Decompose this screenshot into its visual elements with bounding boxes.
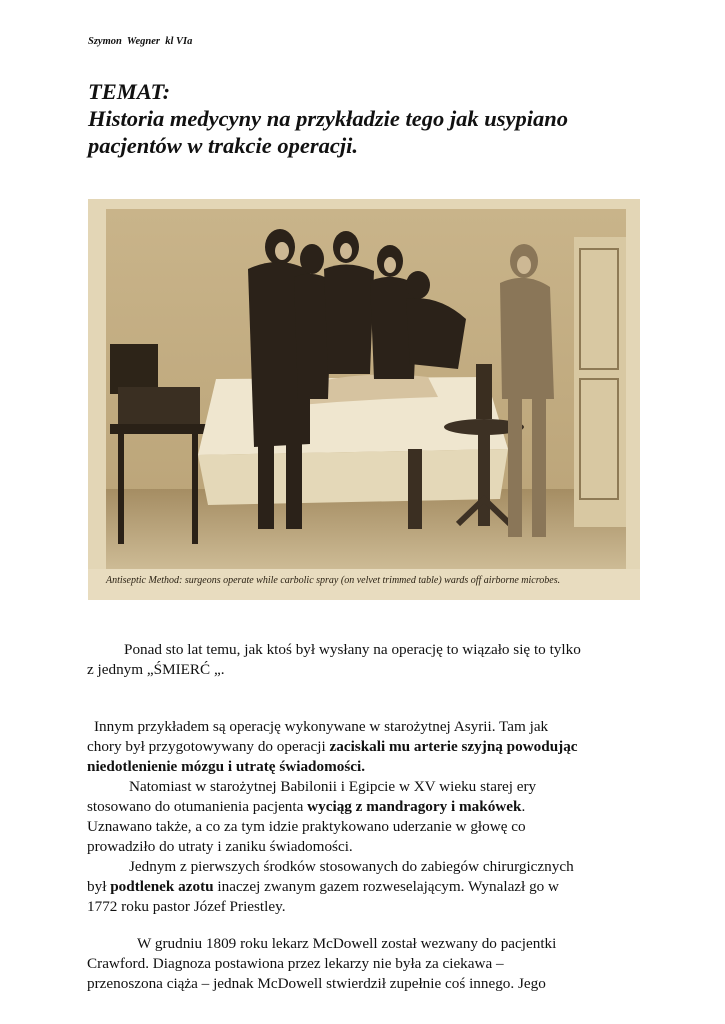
paragraph-2 bbox=[87, 717, 647, 777]
bold-span: podtlenek azotu bbox=[110, 878, 214, 895]
bold-span: wyciąg z mandragory i makówek bbox=[307, 798, 522, 815]
text-line: W grudniu 1809 roku lekarz McDowell został wezwany do pacjentki bbox=[137, 935, 557, 952]
text-line: z jednym „ŚMIERĆ „. bbox=[87, 661, 225, 678]
text-span: . bbox=[521, 798, 526, 815]
title-line-3: pacjentów w trakcie operacji. bbox=[88, 133, 358, 158]
text-line bbox=[87, 737, 647, 757]
text-span: inaczej zwanym gazem rozweselającym. Wynalazł go w bbox=[213, 878, 560, 895]
text-span: był bbox=[87, 878, 111, 895]
paragraph-3 bbox=[87, 777, 647, 857]
text-line: Innym przykładem są operację wykonywane w starożytnej Asyrii. Tam jak bbox=[94, 718, 549, 735]
text-line: Uznawano także, a co za tym idzie praktykowano uderzanie w głowę co bbox=[87, 818, 526, 835]
title-line-1: TEMAT: bbox=[88, 79, 171, 104]
text-line bbox=[87, 797, 647, 817]
text-line: prowadziło do utraty i zaniku świadomości. bbox=[87, 838, 353, 855]
text-line: Ponad sto lat temu, jak ktoś był wysłany na operację to wiązało się to tylko bbox=[124, 641, 581, 658]
text-line: Jednym z pierwszych środków stosowanych do zabiegów chirurgicznych bbox=[129, 858, 574, 875]
historical-surgery-photo bbox=[88, 199, 640, 600]
paragraph-4 bbox=[87, 857, 647, 917]
text-line bbox=[87, 757, 647, 777]
surgery-illustration bbox=[88, 199, 640, 600]
photo-caption: Antiseptic Method: surgeons operate while carbolic spray (on velvet trimmed table) wards off airborne microbes. bbox=[106, 575, 561, 586]
paragraph-1 bbox=[87, 640, 647, 680]
text-span: chory był przygotowywany do operacji bbox=[87, 738, 330, 755]
title-line-2: Historia medycyny na przykładzie tego jak usypiano bbox=[88, 106, 568, 131]
text-line: 1772 roku pastor Józef Priestley. bbox=[87, 898, 286, 915]
paragraph-5 bbox=[87, 934, 647, 994]
bold-span: zaciskali mu arterie szyjną powodując bbox=[329, 738, 578, 755]
text-line bbox=[87, 877, 647, 897]
text-line: przenoszona ciąża – jednak McDowell stwierdził zupełnie coś innego. Jego bbox=[87, 975, 546, 992]
bold-span: niedotlenienie mózgu i utratę świadomości. bbox=[87, 758, 365, 775]
text-line: Crawford. Diagnoza postawiona przez lekarzy nie była za ciekawa – bbox=[87, 955, 504, 972]
text-line: Natomiast w starożytnej Babilonii i Egipcie w XV wieku starej ery bbox=[129, 778, 537, 795]
page-title bbox=[88, 78, 688, 159]
text-span: stosowano do otumanienia pacjenta bbox=[87, 798, 308, 815]
author-line: Szymon Wegner kl VIa bbox=[88, 36, 193, 47]
